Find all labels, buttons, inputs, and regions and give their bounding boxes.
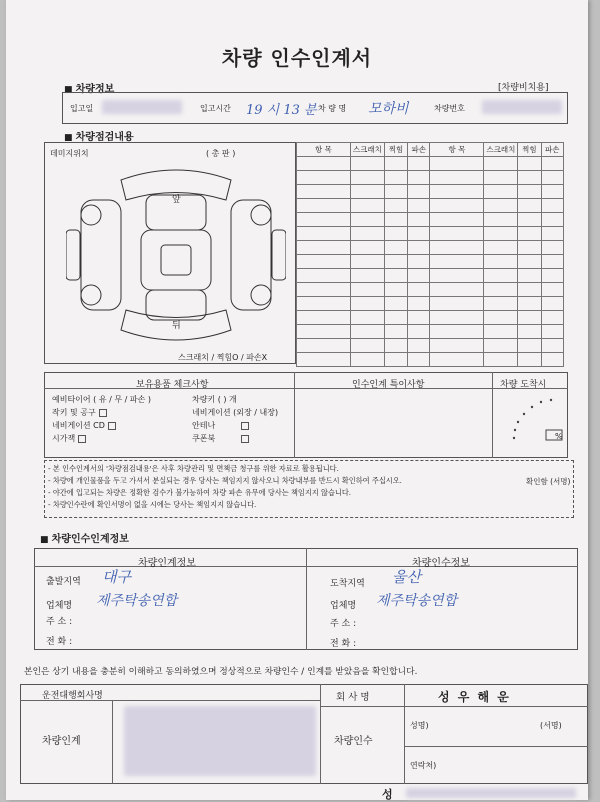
departure-value: 대구 bbox=[102, 568, 131, 586]
notice-line: - 차량에 개인물품을 두고 가셔서 분실되는 경우 당사는 책임지지 않사오니 차량내부를 반드시 확인하여 주십시오. bbox=[48, 476, 402, 485]
inspection-cell[interactable] bbox=[408, 199, 430, 213]
damage-total-label: ( 총 판 ) bbox=[206, 149, 236, 158]
divider bbox=[320, 706, 588, 707]
divider bbox=[404, 746, 588, 747]
transfer-heading: ■ 차량인수인계정보 bbox=[40, 530, 129, 545]
inspection-cell[interactable] bbox=[408, 255, 430, 269]
inspection-cell[interactable] bbox=[484, 255, 518, 269]
inspection-cell[interactable] bbox=[350, 171, 384, 185]
inspection-cell[interactable] bbox=[350, 157, 384, 171]
inspection-cell[interactable] bbox=[384, 171, 407, 185]
inspection-cell[interactable] bbox=[541, 311, 563, 325]
inspection-cell[interactable] bbox=[518, 269, 541, 283]
left-address-label: 주 소 : bbox=[46, 617, 73, 627]
inspection-cell[interactable] bbox=[430, 171, 484, 185]
inspection-cell[interactable] bbox=[297, 171, 351, 185]
inspection-cell[interactable] bbox=[297, 283, 351, 297]
inspection-cell[interactable] bbox=[430, 213, 484, 227]
car-key-label: 차량키 ( ) 개 bbox=[192, 395, 237, 404]
inspection-cell[interactable] bbox=[518, 157, 541, 171]
navi-label: 네비게이션 (외장 / 내장) bbox=[192, 408, 279, 417]
inspection-cell[interactable] bbox=[430, 283, 484, 297]
inspection-cell[interactable] bbox=[350, 199, 384, 213]
checks-box bbox=[44, 372, 568, 458]
inspection-cell[interactable] bbox=[484, 297, 518, 311]
inspection-cell[interactable] bbox=[408, 171, 430, 185]
receiver-sign-label: (서명) bbox=[540, 721, 562, 730]
inspection-cell[interactable] bbox=[541, 241, 563, 255]
inspection-cell[interactable] bbox=[408, 339, 430, 353]
inspection-cell[interactable] bbox=[518, 339, 541, 353]
confirm-sign-label: 확인함 (서명) bbox=[526, 477, 571, 486]
inspection-cell[interactable] bbox=[484, 241, 518, 255]
notice-line: - 본 인수인계서의 '차량점검내용'은 사후 차량관리 및 면책금 청구를 위한 자료로 활용됩니다. bbox=[48, 464, 339, 473]
inspection-cell[interactable] bbox=[384, 325, 407, 339]
inspection-cell[interactable] bbox=[350, 185, 384, 199]
handover-label: 차량인계 bbox=[42, 736, 81, 747]
divider bbox=[112, 700, 113, 784]
inspection-heading: ■ 차량점검내용 bbox=[64, 128, 134, 143]
notice-line: - 야간에 입고되는 차량은 정확한 검수가 불가능하여 차량 파손 유무에 당사는 책임지지 않습니다. bbox=[48, 488, 352, 497]
inspection-cell[interactable] bbox=[484, 157, 518, 171]
inspection-cell[interactable] bbox=[541, 297, 563, 311]
inspection-cell[interactable] bbox=[350, 325, 384, 339]
inspection-cell[interactable] bbox=[297, 269, 351, 283]
inspection-cell[interactable] bbox=[484, 311, 518, 325]
inspection-cell[interactable] bbox=[430, 157, 484, 171]
inspection-cell[interactable] bbox=[350, 297, 384, 311]
vehicle-name-value: 모하비 bbox=[368, 101, 409, 117]
inspection-header-row bbox=[297, 143, 564, 157]
navi-cd-checkbox[interactable] bbox=[108, 422, 116, 430]
inspection-cell[interactable] bbox=[484, 199, 518, 213]
inspection-cell[interactable] bbox=[484, 269, 518, 283]
antenna-label: 안테나 bbox=[192, 420, 249, 431]
divider bbox=[306, 548, 307, 650]
inspection-cell[interactable] bbox=[297, 157, 351, 171]
inspection-cell[interactable] bbox=[408, 269, 430, 283]
divider bbox=[294, 372, 295, 458]
handover-notes-heading: 인수인계 특이사항 bbox=[352, 380, 425, 390]
diagram-legend: 스크래치 / 찍힘O / 파손X bbox=[178, 353, 268, 362]
inspection-cell[interactable] bbox=[384, 227, 407, 241]
inspection-cell[interactable] bbox=[408, 353, 430, 367]
left-phone-label: 전 화 : bbox=[46, 637, 73, 647]
inspection-cell[interactable] bbox=[430, 353, 484, 367]
inspection-cell[interactable] bbox=[541, 227, 563, 241]
coupon-label: 쿠폰북 bbox=[192, 433, 249, 444]
inspection-cell[interactable] bbox=[350, 353, 384, 367]
inspection-cell[interactable] bbox=[297, 241, 351, 255]
divider bbox=[492, 372, 493, 458]
receiver-contact-label: 연락처) bbox=[410, 761, 437, 770]
inspection-cell[interactable] bbox=[430, 311, 484, 325]
inspection-cell[interactable] bbox=[541, 213, 563, 227]
inspection-cell[interactable] bbox=[408, 241, 430, 255]
intake-time-value: 19 시 13 분 bbox=[246, 103, 317, 118]
left-header: 차량인계정보 bbox=[138, 558, 196, 569]
inspection-cell[interactable] bbox=[408, 185, 430, 199]
spare-tire-label: 예비타이어 ( 유 / 무 / 파손 ) bbox=[52, 395, 151, 404]
inspection-cell[interactable] bbox=[350, 227, 384, 241]
inspection-cell[interactable] bbox=[408, 157, 430, 171]
inspection-row bbox=[297, 297, 564, 311]
navi-cd-label: 네비게이션 CD bbox=[52, 420, 116, 431]
accessories-heading: 보유용품 체크사항 bbox=[136, 380, 209, 390]
departure-label: 출발지역 bbox=[46, 577, 81, 587]
inspection-cell[interactable] bbox=[408, 283, 430, 297]
inspection-cell[interactable] bbox=[350, 339, 384, 353]
inspection-cell[interactable] bbox=[297, 199, 351, 213]
inspection-cell[interactable] bbox=[384, 255, 407, 269]
inspection-cell[interactable] bbox=[518, 241, 541, 255]
inspection-cell[interactable] bbox=[518, 325, 541, 339]
inspection-cell[interactable] bbox=[518, 227, 541, 241]
inspection-cell[interactable] bbox=[297, 185, 351, 199]
inspection-cell[interactable] bbox=[430, 199, 484, 213]
inspection-row bbox=[297, 325, 564, 339]
inspection-cell[interactable] bbox=[484, 171, 518, 185]
inspection-column-header: 찍힘 bbox=[384, 143, 407, 157]
inspection-cell[interactable] bbox=[384, 157, 407, 171]
inspection-cell[interactable] bbox=[350, 255, 384, 269]
notice-list bbox=[48, 463, 402, 511]
right-company-value: 제주탁송연합 bbox=[376, 593, 458, 609]
left-company-label: 업체명 bbox=[46, 601, 73, 611]
inspection-cell[interactable] bbox=[484, 325, 518, 339]
company-label: 회 사 명 bbox=[336, 692, 370, 703]
inspection-cell[interactable] bbox=[350, 213, 384, 227]
inspection-table bbox=[296, 142, 564, 367]
inspection-cell[interactable] bbox=[384, 185, 407, 199]
right-header: 차량인수정보 bbox=[412, 558, 470, 569]
inspection-cell[interactable] bbox=[484, 213, 518, 227]
left-company-value: 제주탁송연합 bbox=[96, 593, 178, 609]
inspection-cell[interactable] bbox=[430, 255, 484, 269]
inspection-row bbox=[297, 227, 564, 241]
redacted-handover-info bbox=[124, 706, 316, 776]
inspection-row bbox=[297, 199, 564, 213]
inspection-cell[interactable] bbox=[430, 297, 484, 311]
divider bbox=[320, 684, 321, 784]
inspection-cell[interactable] bbox=[484, 227, 518, 241]
inspection-row bbox=[297, 213, 564, 227]
inspection-cell[interactable] bbox=[541, 325, 563, 339]
inspection-cell[interactable] bbox=[541, 199, 563, 213]
document-sheet bbox=[6, 0, 588, 800]
damage-label: 데미지위치 bbox=[50, 149, 89, 158]
inspection-cell[interactable] bbox=[541, 353, 563, 367]
inspection-column-header: 찍힘 bbox=[518, 143, 541, 157]
inspection-cell[interactable] bbox=[384, 297, 407, 311]
diagram-rear-label: 뒤 bbox=[172, 321, 181, 331]
inspection-cell[interactable] bbox=[518, 297, 541, 311]
inspection-cell[interactable] bbox=[430, 227, 484, 241]
inspection-row bbox=[297, 255, 564, 269]
confirm-sentence: 본인은 상기 내용을 충분히 이해하고 동의하였으며 정상적으로 차량인수 / 인계를 받았음을 확인합니다. bbox=[24, 667, 418, 677]
right-phone-label: 전 화 : bbox=[330, 639, 357, 649]
inspection-cell[interactable] bbox=[518, 171, 541, 185]
inspection-row bbox=[297, 283, 564, 297]
inspection-cell[interactable] bbox=[384, 269, 407, 283]
inspection-cell[interactable] bbox=[408, 325, 430, 339]
right-company-label: 업체명 bbox=[330, 601, 357, 611]
inspection-row bbox=[297, 157, 564, 171]
company-value: 성 우 해 운 bbox=[438, 690, 511, 704]
inspection-cell[interactable] bbox=[297, 227, 351, 241]
inspection-cell[interactable] bbox=[518, 185, 541, 199]
arrival-label: 도착지역 bbox=[330, 579, 365, 589]
inspection-row bbox=[297, 339, 564, 353]
inspection-cell[interactable] bbox=[350, 283, 384, 297]
antenna-checkbox[interactable] bbox=[241, 422, 249, 430]
redacted-footer bbox=[406, 788, 576, 798]
inspection-cell[interactable] bbox=[541, 185, 563, 199]
inspection-cell[interactable] bbox=[518, 255, 541, 269]
inspection-cell[interactable] bbox=[408, 297, 430, 311]
inspection-cell[interactable] bbox=[384, 199, 407, 213]
inspection-column-header: 파손 bbox=[408, 143, 430, 157]
right-address-label: 주 소 : bbox=[330, 619, 357, 629]
inspection-cell[interactable] bbox=[350, 311, 384, 325]
inspection-row bbox=[297, 353, 564, 367]
inspection-cell[interactable] bbox=[430, 269, 484, 283]
inspection-cell[interactable] bbox=[297, 213, 351, 227]
cigar-label: 시가잭 bbox=[52, 433, 86, 444]
inspection-cell[interactable] bbox=[384, 311, 407, 325]
inspection-cell[interactable] bbox=[384, 353, 407, 367]
inspection-cell[interactable] bbox=[518, 311, 541, 325]
arrival-unit: % bbox=[555, 432, 563, 441]
inspection-cell[interactable] bbox=[297, 339, 351, 353]
inspection-cell[interactable] bbox=[384, 339, 407, 353]
receive-label: 차량인수 bbox=[334, 736, 373, 747]
inspection-cell[interactable] bbox=[408, 213, 430, 227]
inspection-cell[interactable] bbox=[408, 311, 430, 325]
inspection-row bbox=[297, 241, 564, 255]
notice-line: - 차량인수란에 확인서명이 없을 시에는 당사는 책임지지 않습니다. bbox=[48, 500, 257, 509]
inspection-cell[interactable] bbox=[297, 255, 351, 269]
vehicle-number-label: 차량번호 bbox=[434, 104, 465, 113]
inspection-cell[interactable] bbox=[541, 339, 563, 353]
inspection-column-header: 파손 bbox=[541, 143, 563, 157]
receiver-name-label: 성명) bbox=[410, 721, 429, 730]
inspection-cell[interactable] bbox=[484, 283, 518, 297]
vehicle-info-heading: ■ 차량정보 bbox=[64, 80, 114, 95]
inspection-row bbox=[297, 311, 564, 325]
inspection-cell[interactable] bbox=[518, 213, 541, 227]
copy-tag: [차량비치용] bbox=[498, 83, 549, 93]
inspection-cell[interactable] bbox=[384, 241, 407, 255]
document-title: 차량 인수인계서 bbox=[221, 46, 373, 70]
redacted-plate bbox=[482, 100, 562, 114]
arrival-value: 울산 bbox=[392, 568, 421, 586]
inspection-cell[interactable] bbox=[384, 213, 407, 227]
redacted-date bbox=[102, 100, 182, 114]
arrival-heading: 차량 도착시 bbox=[500, 380, 547, 390]
inspection-cell[interactable] bbox=[541, 269, 563, 283]
intake-time-label: 입고시간 bbox=[200, 104, 231, 113]
inspection-cell[interactable] bbox=[297, 311, 351, 325]
inspection-cell[interactable] bbox=[518, 353, 541, 367]
inspection-cell[interactable] bbox=[518, 283, 541, 297]
inspection-cell[interactable] bbox=[430, 241, 484, 255]
inspection-cell[interactable] bbox=[350, 269, 384, 283]
inspection-cell[interactable] bbox=[430, 339, 484, 353]
inspection-cell[interactable] bbox=[518, 199, 541, 213]
inspection-column-header: 항 목 bbox=[297, 143, 351, 157]
divider bbox=[404, 684, 405, 784]
inspection-cell[interactable] bbox=[541, 157, 563, 171]
inspection-column-header: 항 목 bbox=[430, 143, 484, 157]
inspection-cell[interactable] bbox=[541, 171, 563, 185]
vehicle-name-label: 차 량 명 bbox=[318, 104, 347, 113]
inspection-cell[interactable] bbox=[297, 297, 351, 311]
inspection-cell[interactable] bbox=[430, 185, 484, 199]
jack-checkbox[interactable] bbox=[99, 409, 107, 417]
inspection-row bbox=[297, 185, 564, 199]
inspection-cell[interactable] bbox=[484, 353, 518, 367]
inspection-row bbox=[297, 171, 564, 185]
jack-label: 작키 및 공구 bbox=[52, 407, 107, 418]
coupon-checkbox[interactable] bbox=[241, 435, 249, 443]
driver-company-label: 운전대행회사명 bbox=[42, 691, 103, 701]
inspection-cell[interactable] bbox=[350, 241, 384, 255]
inspection-cell[interactable] bbox=[541, 283, 563, 297]
inspection-cell[interactable] bbox=[430, 325, 484, 339]
inspection-cell[interactable] bbox=[408, 227, 430, 241]
inspection-column-header: 스크래치 bbox=[350, 143, 384, 157]
intake-date-label: 입고일 bbox=[70, 104, 94, 113]
inspection-column-header: 스크래치 bbox=[484, 143, 518, 157]
divider bbox=[44, 388, 568, 389]
diagram-front-label: 앞 bbox=[172, 195, 181, 205]
inspection-cell[interactable] bbox=[384, 283, 407, 297]
inspection-cell[interactable] bbox=[484, 185, 518, 199]
inspection-cell[interactable] bbox=[484, 339, 518, 353]
inspection-cell[interactable] bbox=[297, 353, 351, 367]
cigar-checkbox[interactable] bbox=[78, 435, 86, 443]
inspection-cell[interactable] bbox=[297, 325, 351, 339]
footer-partial: 성 bbox=[382, 788, 393, 801]
inspection-cell[interactable] bbox=[541, 255, 563, 269]
inspection-row bbox=[297, 269, 564, 283]
